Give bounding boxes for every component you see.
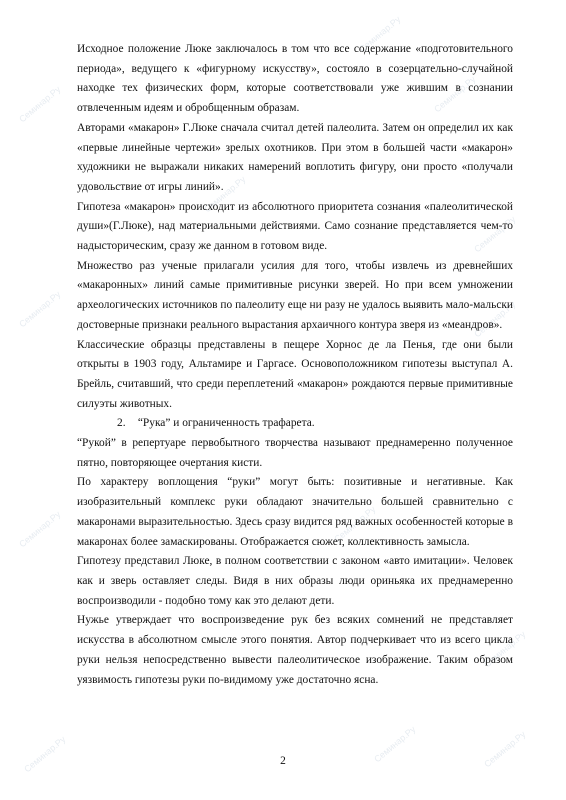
section-heading-text: “Рука” и ограниченность трафарета. [137,417,315,430]
paragraph: Авторами «макарон» Г.Люке сначала считал детей палеолита. Затем он определил их как «первые линейные чертежи» зрелых охотников. При этом в большей части «макарон» художники не выражали никаких намерений воплотить фигуру, они просто «получали удовольствие от игры линий». [77,121,513,193]
section-heading [77,414,513,434]
watermark: Семинар.Ру [482,629,528,670]
watermark: Семинар.Ру [372,724,418,765]
paragraph: Исходное положение Люке заключалось в том что все содержание «подготовительного периода», ведущего к «фигурному искусству», состояло в созерцательно-случайной находке тех физических форм, которые соответствовали уже жившим в сознании отвлеченным идеям и обробщенным образам. [77,43,513,115]
watermark: Семинар.Ру [482,729,528,770]
paragraph: “Рукой” в репертуаре первобытного творчества называют преднамеренно полученное пятно, повторяющее очертания кисти. [77,437,513,469]
list-number: 2. [117,417,126,430]
watermark: Семинар.Ру [202,174,248,215]
watermark: Семинар.Ру [17,84,63,125]
watermark: Семинар.Ру [472,299,518,340]
paragraph: По характеру воплощения “руки” могут быть: позитивные и негативные. Как изобразительный комплекс руки обладают значительно большей сравнительно с макаронами выразительностью. Здесь сразу видится ряд важных особенностей которые в макаронах более замаскированы. Отображается сюжет, коллективность замысла. [77,476,513,548]
watermark: Семинар.Ру [17,509,63,550]
page-number: 2 [280,755,286,767]
watermark: Семинар.Ру [22,734,68,775]
paragraph: Гипотезу представил Люке, в полном соответствии с законом «авто имитации». Человек как и зверь оставляет следы. Видя в них образы люди ориньяка их преднамеренно воспроизводили - подобно тому как это делают дети. [77,555,513,607]
paragraph: Классические образцы представлены в пещере Хорнос де ла Пенья, где они были открыты в 1903 году, Альтамире и Гаргасе. Основоположником гипотезы выступал А. Брейль, считавший, что среди переплетений «макарон» рождаются первые примитивные силуэты животных. [77,338,513,410]
watermark: Семинар.Ру [357,14,403,55]
paragraph: Множество раз ученые прилагали усилия для того, чтобы извлечь из древнейших «макаронных» линий самые примитивные рисунки зверей. Но при всем умножении археологических источников по палеолиту еще ни разу не удалось выявить мало-мальски достоверные признаки реального вырастания архаичного контура зверя из «меандров». [77,259,513,331]
paragraph: Гипотеза «макарон» происходит из абсолютного приоритета сознания «палеолитической души»(Г.Люке), над материальными действиями. Само сознание представляется чем-то надысторическим, сразу же данном в готовом виде. [77,200,513,253]
watermark: Семинар.Ру [432,74,478,115]
watermark: Семинар.Ру [332,504,378,545]
paragraph: Нужье утверждает что воспроизведение рук без всяких сомнений не представляет искусства в абсолютном смысле этого понятия. Автор подчеркивает что из всего цикла руки нельзя непосредственно вывести палеолитическое изображение. Таким образом уязвимость гипотезы руки по-видимому уже достаточно ясна. [77,614,513,686]
watermark: Семинар.Ру [17,289,63,330]
watermark: Семинар.Ру [472,214,518,255]
document-body [77,40,513,690]
